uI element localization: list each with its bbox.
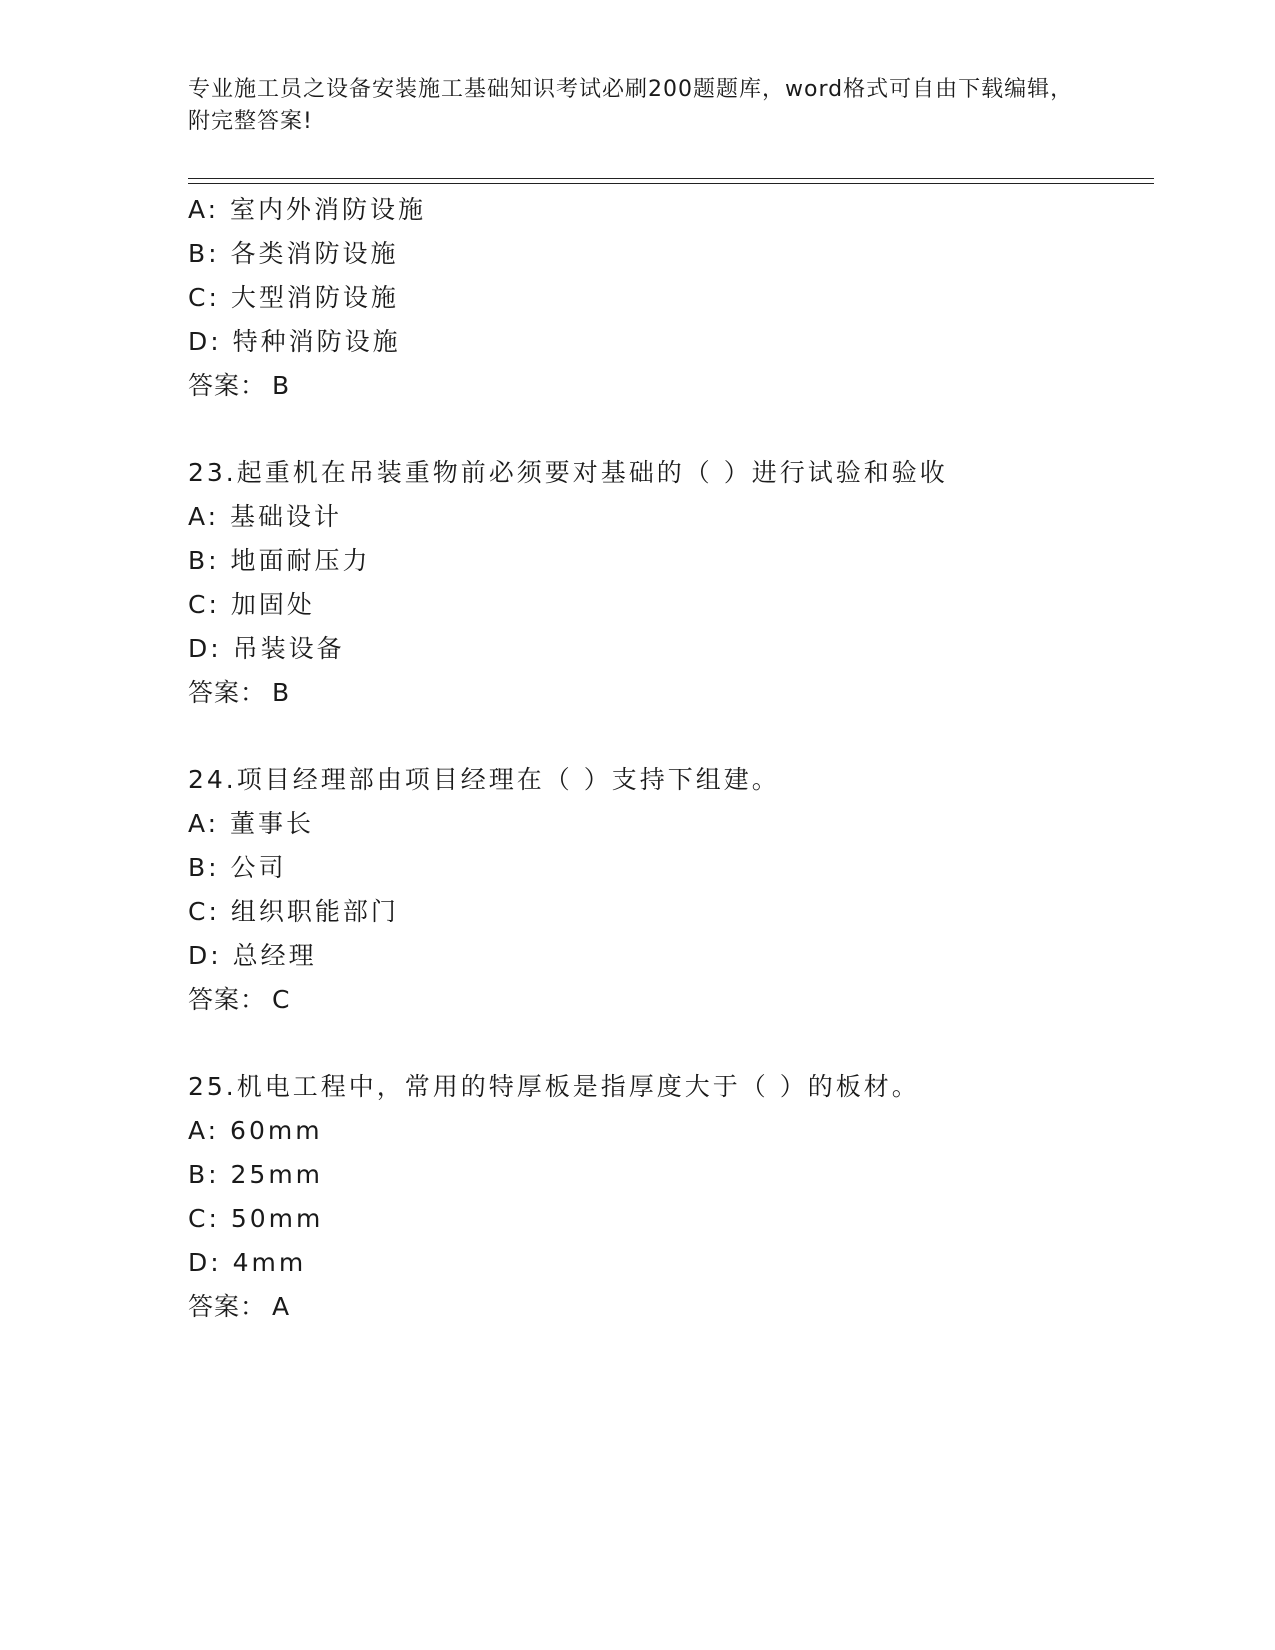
q23-option-c: C: 加固处 <box>188 590 315 619</box>
document-header: 专业施工员之设备安装施工基础知识考试必刷200题题库，word格式可自由下载编辑，附完整答案! <box>188 77 1074 134</box>
q25-option-a: A: 60mm <box>188 1116 323 1145</box>
q23-option-b: B: 地面耐压力 <box>188 546 371 575</box>
answer-label: 答案： <box>188 678 267 707</box>
answer-value: A <box>272 1292 291 1321</box>
q24-question: 24.项目经理部由项目经理在（ ）支持下组建。 <box>188 765 780 794</box>
q22-option-a: A: 室内外消防设施 <box>188 195 427 224</box>
q24-option-c: C: 组织职能部门 <box>188 897 399 926</box>
q25-option-d: D: 4mm <box>188 1248 307 1277</box>
answer-label: 答案： <box>188 1292 267 1321</box>
header-divider-bottom <box>188 183 1154 184</box>
answer-value: B <box>272 371 291 400</box>
answer-label: 答案： <box>188 985 267 1014</box>
q23-answer <box>188 678 290 708</box>
q25-question: 25.机电工程中，常用的特厚板是指厚度大于（ ）的板材。 <box>188 1072 920 1101</box>
q23-option-a: A: 基础设计 <box>188 502 343 531</box>
q24-option-b: B: 公司 <box>188 853 287 882</box>
q24-option-a: A: 董事长 <box>188 809 315 838</box>
q25-option-c: C: 50mm <box>188 1204 324 1233</box>
header-divider-top <box>188 178 1154 179</box>
q22-option-b: B: 各类消防设施 <box>188 239 399 268</box>
q25-answer <box>188 1292 290 1322</box>
q22-option-d: D: 特种消防设施 <box>188 327 401 356</box>
q23-question: 23.起重机在吊装重物前必须要对基础的（ ）进行试验和验收 <box>188 458 948 487</box>
q22-option-c: C: 大型消防设施 <box>188 283 399 312</box>
answer-value: C <box>272 985 291 1014</box>
answer-label: 答案： <box>188 371 267 400</box>
q25-option-b: B: 25mm <box>188 1160 324 1189</box>
answer-value: B <box>272 678 291 707</box>
q23-option-d: D: 吊装设备 <box>188 634 345 663</box>
q22-answer <box>188 371 290 401</box>
q24-option-d: D: 总经理 <box>188 941 317 970</box>
q24-answer <box>188 985 290 1015</box>
